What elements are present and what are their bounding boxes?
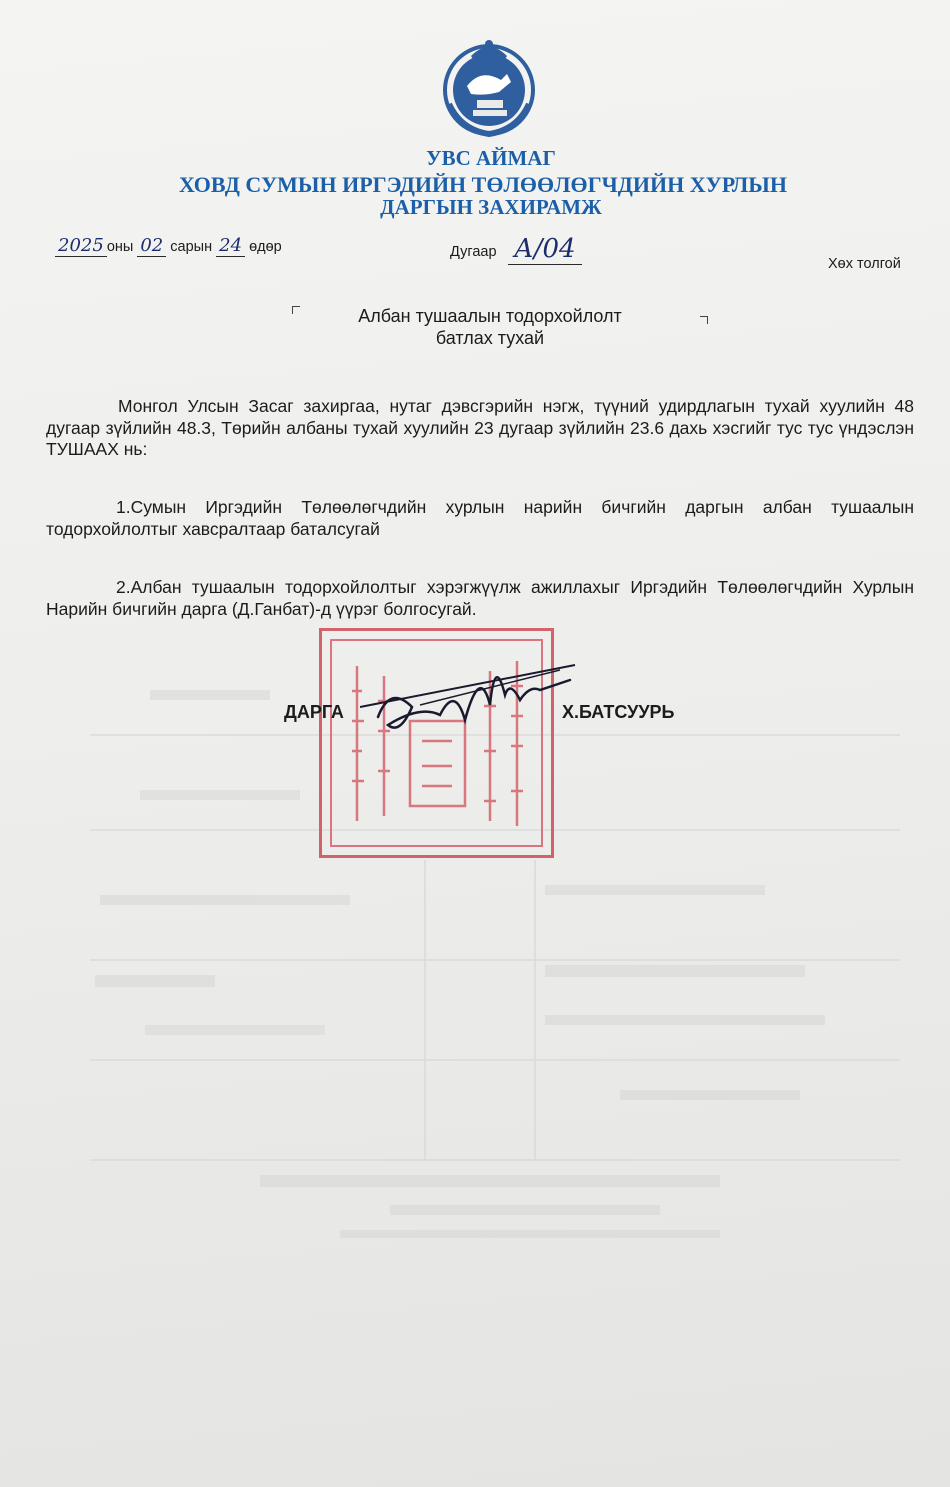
subject-bracket-right [700,316,708,324]
mongolia-state-emblem-icon [441,34,537,138]
subject-line2: батлах тухай [435,328,545,348]
subject-line1: Албан тушаалын тодорхойлолт [358,306,622,326]
place-name: Хөх толгой [828,256,901,272]
signatory-title: ДАРГА [284,702,344,722]
header-decree-title: ДАРГЫН ЗАХИРАМЖ [380,195,602,219]
date-day: 24 [216,236,245,257]
date-year: 2025 [55,236,107,257]
date-month: 02 [137,236,166,257]
number-label: Дугаар [450,244,497,260]
date-month-suffix: сарын [170,239,213,255]
date-year-suffix: оны [106,239,134,255]
header-aimag: УВС АЙМАГ [426,146,556,170]
handwritten-signature [360,645,580,755]
preamble-paragraph: Монгол Улсын Засаг захиргаа, нутаг дэвсгэрийн нэгж, түүний удирдлагын тухай хуулийн 48 дугаар зүйлийн 48.3, Төрийн албаны тухай хуулийн 23 дугаар зүйлийн 23.6 дахь хэсгийг тус тус үндэслэн ТУШААХ нь: [46,396,914,459]
number-value: А/04 [508,234,582,265]
order-item-2: 2.Албан тушаалын тодорхойлолтыг хэрэгжүүлж ажиллахыг Иргэдийн Төлөөлөгчдийн Хурлын Нарийн бичгийн дарга (Д.Ганбат)-д үүрэг болгосугай. [46,577,914,619]
date-day-suffix: өдөр [249,239,282,255]
date-line [55,236,282,257]
subject-title [290,305,690,349]
signatory-name: Х.БАТСУУРЬ [562,702,675,722]
order-item-1: 1.Сумын Иргэдийн Төлөөлөгчдийн хурлын нарийн бичгийн даргын албан тушаалын тодорхойлолтыг хавсралтаар баталсугай [46,497,914,539]
header-council: ХОВД СУМЫН ИРГЭДИЙН ТӨЛӨӨЛӨГЧДИЙН ХУРЛЫН [179,172,787,197]
